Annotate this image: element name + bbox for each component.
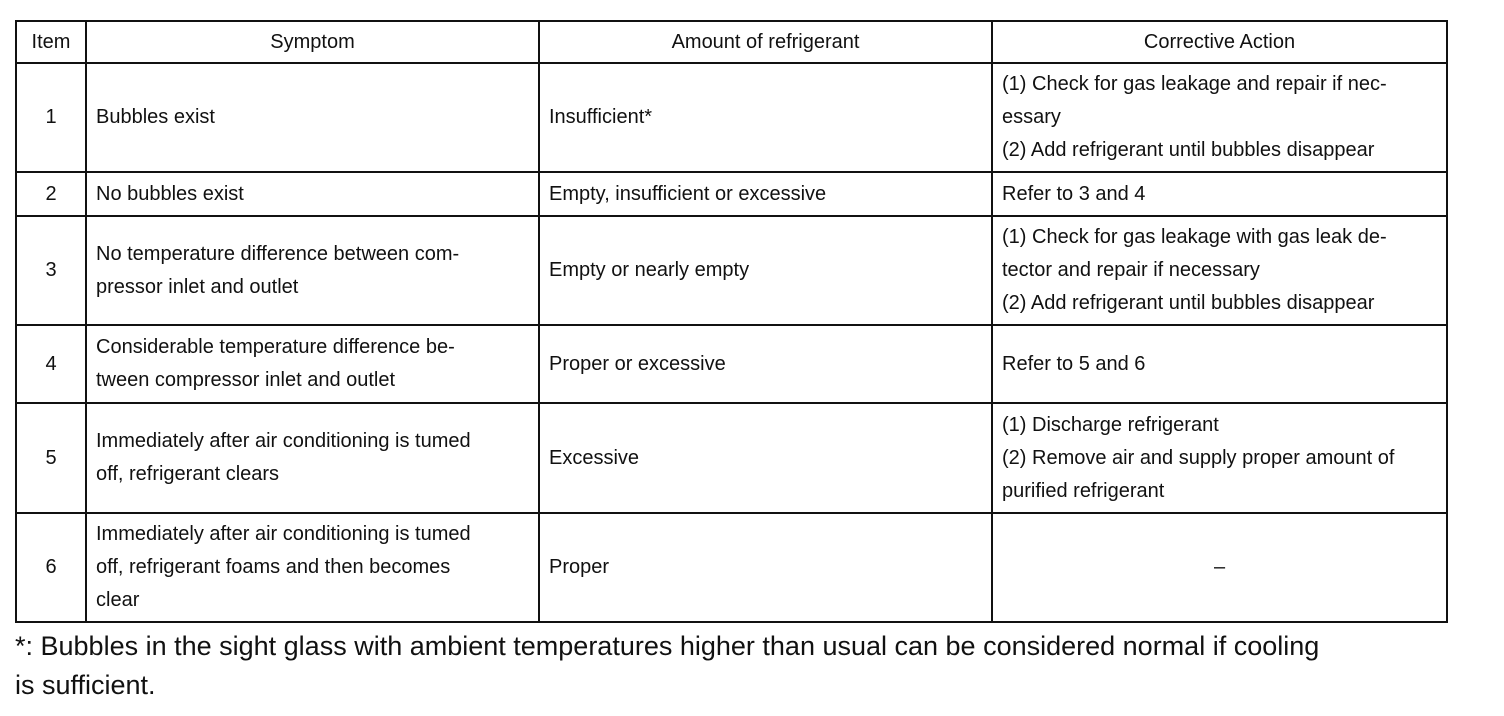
table-row (16, 403, 1447, 513)
symptom-line: tween compressor inlet and outlet (96, 369, 396, 391)
action-line: Refer to 5 and 6 (1002, 352, 1146, 375)
column-header-amount: Amount of refrigerant (539, 21, 992, 63)
cell-amount: Empty or nearly empty (539, 216, 992, 325)
table-row (16, 63, 1447, 172)
table-body (16, 63, 1447, 622)
column-header-symptom: Symptom (86, 21, 539, 63)
cell-item-number: 1 (16, 63, 86, 172)
symptom-line: Considerable temperature difference be- (96, 336, 455, 358)
cell-item-number: 3 (16, 216, 86, 325)
symptom-line: off, refrigerant foams and then becomes (96, 556, 451, 578)
cell-corrective-action (992, 172, 1447, 216)
cell-item-number: 4 (16, 325, 86, 403)
symptom-line: pressor inlet and outlet (96, 275, 299, 298)
symptom-line: Bubbles exist (96, 106, 215, 128)
cell-amount: Proper (539, 513, 992, 622)
cell-symptom (86, 513, 539, 622)
cell-corrective-action (992, 513, 1447, 622)
cell-symptom (86, 325, 539, 403)
action-line: (2) Add refrigerant until bubbles disappear (1002, 139, 1375, 161)
column-header-action: Corrective Action (992, 21, 1447, 63)
cell-corrective-action (992, 325, 1447, 403)
symptom-line: Immediately after air conditioning is tumed (96, 430, 471, 452)
symptom-line: off, refrigerant clears (96, 463, 280, 485)
action-line: (1) Discharge refrigerant (1002, 413, 1219, 436)
action-line: – (1213, 556, 1226, 578)
action-line: (1) Check for gas leakage with gas leak de- (1002, 226, 1387, 248)
table-row (16, 513, 1447, 622)
action-line: tector and repair if necessary (1002, 259, 1260, 281)
cell-symptom (86, 63, 539, 172)
cell-corrective-action (992, 403, 1447, 513)
cell-amount: Excessive (539, 403, 992, 513)
table-row (16, 216, 1447, 325)
symptom-line: Immediately after air conditioning is tumed (96, 523, 471, 545)
cell-symptom (86, 216, 539, 325)
action-line: Refer to 3 and 4 (1002, 182, 1146, 205)
cell-symptom (86, 172, 539, 216)
table-row (16, 172, 1447, 216)
cell-symptom (86, 403, 539, 513)
footnote-line-1: *: Bubbles in the sight glass with ambient temperatures higher than usual can be considered normal if cooling (15, 631, 1320, 661)
symptom-line: clear (96, 589, 140, 611)
action-line: (2) Remove air and supply proper amount of (1002, 446, 1395, 469)
cell-item-number: 6 (16, 513, 86, 622)
cell-amount: Proper or excessive (539, 325, 992, 403)
column-header-item: Item (16, 21, 86, 63)
cell-corrective-action (992, 63, 1447, 172)
action-line: (2) Add refrigerant until bubbles disappear (1002, 292, 1375, 314)
cell-amount: Insufficient* (539, 63, 992, 172)
symptom-line: No bubbles exist (96, 182, 244, 205)
cell-corrective-action (992, 216, 1447, 325)
footnote-line-2: is sufficient. (15, 670, 156, 700)
table-header-row (16, 21, 1447, 63)
action-line: essary (1002, 106, 1061, 128)
action-line: (1) Check for gas leakage and repair if nec- (1002, 73, 1387, 95)
cell-amount: Empty, insufficient or excessive (539, 172, 992, 216)
cell-item-number: 5 (16, 403, 86, 513)
action-line: purified refrigerant (1002, 479, 1165, 502)
footnote (15, 627, 1455, 705)
cell-item-number: 2 (16, 172, 86, 216)
table-row (16, 325, 1447, 403)
symptom-line: No temperature difference between com- (96, 242, 460, 265)
refrigerant-diagnosis-table (15, 20, 1448, 623)
